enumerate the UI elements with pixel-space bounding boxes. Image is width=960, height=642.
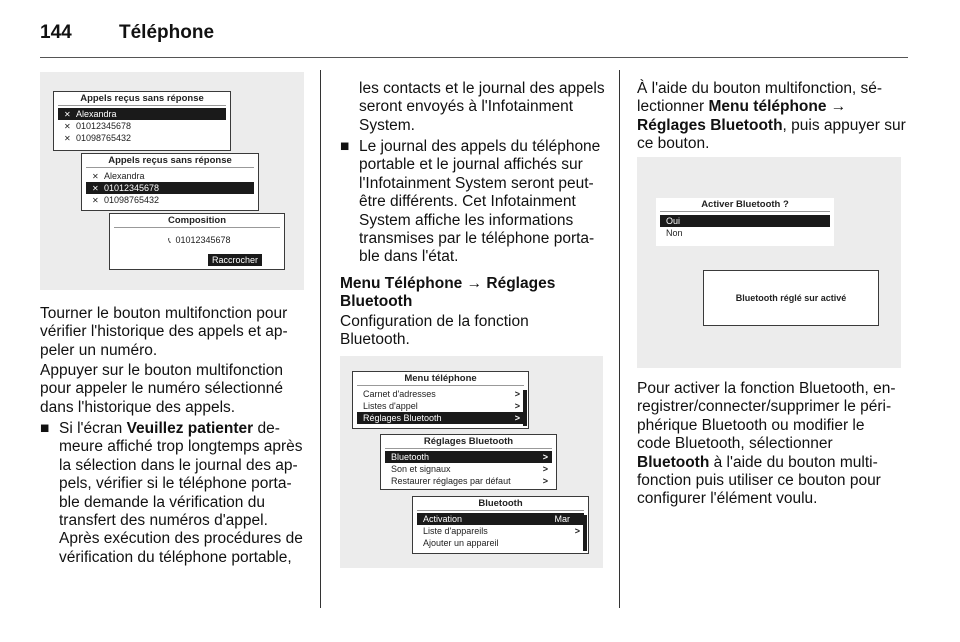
phone-call-icon: 📞︎: [168, 236, 171, 245]
paragraph: Tourner le bouton multifonction pour vérifier l'historique des appels et ap- peler un numéro.: [40, 305, 288, 359]
bullet-item: ■ Si l'écran Veuillez patienter de- meure affiché trop longtemps après la sélection dans le journal des ap- pels, vérifier si le téléphone porta- ble demande la vérification du transfert des numéros d'appel. Après exécution des procédures de vérification du téléphone portable,: [40, 420, 303, 566]
screen-title: Activer Bluetooth ?: [660, 198, 830, 212]
menu-item: Son et signaux >: [391, 464, 548, 474]
screen-title: Appels reçus sans réponse: [58, 92, 226, 106]
section-heading: Menu Téléphone → Réglages Bluetooth: [340, 275, 556, 311]
list-item: ✕ 01012345678: [64, 121, 132, 131]
list-item: ✕ 01098765432: [92, 195, 160, 205]
page-number: 144: [40, 22, 72, 43]
missed-call-icon: ✕: [92, 184, 99, 193]
menu-item: Réglages Bluetooth >: [357, 412, 524, 424]
chevron-right-icon: >: [542, 476, 548, 486]
menu-item: Bluetooth >: [385, 451, 552, 463]
hang-up-button: Raccrocher: [208, 254, 262, 266]
screen-title: Réglages Bluetooth: [385, 435, 552, 449]
missed-call-icon: ✕: [92, 172, 99, 181]
paragraph: Appuyer sur le bouton multifonction pour appeler le numéro sélectionné dans l'historique des appels.: [40, 362, 283, 416]
screen-title: Appels reçus sans réponse: [86, 154, 254, 168]
missed-call-icon: ✕: [92, 196, 99, 205]
option-no: Non: [666, 228, 683, 238]
chevron-right-icon: >: [542, 452, 548, 462]
list-item: ✕ Alexandra: [58, 108, 226, 120]
screen-title: Menu téléphone: [357, 372, 524, 386]
list-item: ✕ 01012345678: [86, 182, 254, 194]
screen-bluetooth-activated: Bluetooth réglé sur activé: [703, 270, 879, 326]
screen-phone-menu: [352, 371, 529, 429]
menu-item: Activation Mar: [417, 513, 584, 525]
missed-call-icon: ✕: [64, 134, 71, 143]
scrollbar: [583, 515, 587, 551]
column-divider-1: [320, 70, 321, 608]
list-item: ✕ 01098765432: [64, 133, 132, 143]
menu-item: Listes d'appel >: [363, 401, 520, 411]
bullet-mark: ■: [340, 138, 350, 155]
bullet-mark: ■: [40, 420, 50, 437]
header-rule: [40, 57, 908, 58]
bullet-item: ■ Le journal des appels du téléphone portable et le journal affichés sur l'Infotainment System seront peut- être différents. Cet Infotainment System affiche les informations transmises par le téléphone porta- ble dans l'état.: [340, 138, 601, 266]
missed-call-icon: ✕: [64, 110, 71, 119]
figure-bluetooth-menu: [340, 356, 603, 568]
screen-activate-bluetooth: [656, 198, 834, 246]
paragraph: les contacts et le journal des appels seront envoyés à l'Infotainment System.: [359, 80, 605, 134]
chevron-right-icon: >: [514, 389, 520, 399]
figure-activate-bluetooth: [637, 157, 901, 368]
screen-bluetooth: [412, 496, 589, 554]
menu-item: Carnet d'adresses >: [363, 389, 520, 399]
option-yes: Oui: [660, 215, 830, 227]
page-title: Téléphone: [119, 22, 215, 43]
screen-bluetooth-settings: [380, 434, 557, 490]
menu-item: Ajouter un appareil: [423, 538, 499, 548]
paragraph: Pour activer la fonction Bluetooth, en- registrer/connecter/supprimer le péri- phérique Bluetooth ou modifier le code Bluetooth, sélectionner Bluetooth à l'aide du bouton multi- fonction puis utiliser ce bouton pour configurer l'élément voulu.: [637, 380, 896, 508]
dialing-number: 📞︎ 01012345678: [114, 234, 280, 246]
chevron-right-icon: >: [514, 413, 520, 423]
screen-missed-calls-1: [53, 91, 231, 151]
chevron-right-icon: >: [514, 401, 520, 411]
chevron-right-icon: >: [542, 464, 548, 474]
screen-dialing: [109, 213, 285, 270]
menu-item: Liste d'appareils >: [423, 526, 580, 536]
column-divider-2: [619, 70, 620, 608]
list-item: ✕ Alexandra: [92, 171, 145, 181]
screen-missed-calls-2: [81, 153, 259, 211]
menu-item: Restaurer réglages par défaut >: [391, 476, 548, 486]
screen-title: Bluetooth: [417, 497, 584, 511]
paragraph: À l'aide du bouton multifonction, sé- lectionner Menu téléphone → Réglages Bluetooth, puis appuyer sur ce bouton.: [637, 80, 906, 153]
paragraph: Configuration de la fonction Bluetooth.: [340, 313, 529, 349]
chevron-right-icon: >: [574, 526, 580, 536]
scrollbar: [523, 390, 527, 426]
figure-call-history: [40, 72, 304, 290]
screen-title: Composition: [114, 214, 280, 228]
activation-value: Mar: [554, 514, 570, 524]
missed-call-icon: ✕: [64, 122, 71, 131]
